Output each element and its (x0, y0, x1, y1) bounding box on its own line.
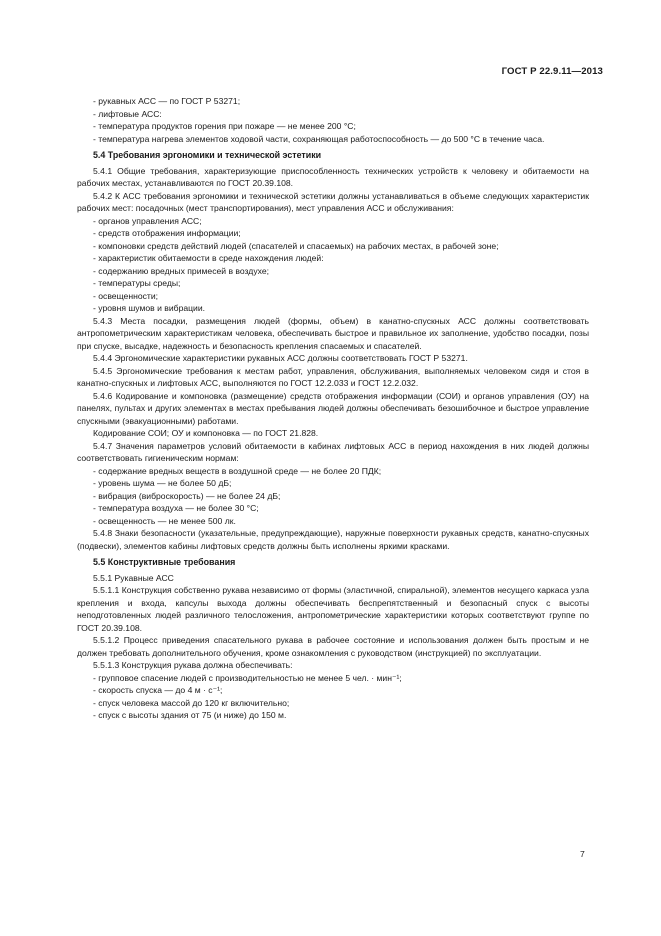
paragraph: - температура нагрева элементов ходовой части, сохраняющая работоспособность — до 500 °С в течение часа. (93, 133, 545, 144)
paragraph: 5.4.3 Места посадки, размещения людей (формы, объем) в канатно-спускных АСС должны соответствовать антропометрическим характеристикам человека, обеспечивать быстрое и правильное их заполнение, удобство посадки, позы при спуске, высадке, надежность и безопасность крепления спасаемых и спасателей. (77, 315, 589, 351)
paragraph: - средств отображения информации; (93, 228, 241, 238)
document-header-code: ГОСТ Р 22.9.11—2013 (501, 66, 603, 77)
paragraph: 5.4.8 Знаки безопасности (указательные, предупреждающие), наружные поверхности рукавных средств, канатно-спускных (подвески), элементов кабины лифтовых средств должны быть исполнены яркими красками. (77, 528, 589, 551)
paragraph: 5.4.5 Эргономические требования к местам работ, управления, обслуживания, выполняемых человеком сидя и стоя в канатно-спускных и лифтовых АСС, выполняются по ГОСТ 12.2.033 и ГОСТ 12.2.032. (77, 365, 589, 388)
paragraph: - скорость спуска — до 4 м · с⁻¹; (93, 685, 223, 695)
document-body (77, 95, 589, 722)
paragraph: 5.4.1 Общие требования, характеризующие приспособленность технических устройств к человеку и обитаемости на рабочих местах, устанавливаются по ГОСТ 20.39.108. (77, 165, 589, 188)
paragraph: - освещенность — не менее 500 лк. (93, 515, 236, 526)
paragraph: - содержание вредных веществ в воздушной среде — не более 20 ПДК; (93, 465, 382, 476)
paragraph: 5.4.6 Кодирование и компоновка (размещение) средств отображения информации (СОИ) и органов управления (ОУ) на панелях, пультах и других элементах в местах пребывания людей должны обеспечивать безошибочное и быстрое управление спускными (эвакуационными) работами. (77, 390, 589, 426)
section-heading: 5.5 Конструктивные требования (93, 557, 236, 567)
paragraph: - спуск с высоты здания от 75 (и ниже) до 150 м. (93, 710, 287, 720)
paragraph: - вибрация (виброскорость) — не более 24 дБ; (93, 490, 281, 501)
paragraph: - компоновки средств действий людей (спасателей и спасаемых) на рабочих местах, в рабочей зоне; (93, 240, 499, 251)
paragraph: - освещенности; (93, 290, 159, 301)
paragraph: - органов управления АСС; (93, 215, 202, 226)
paragraph: 5.4.4 Эргономические характеристики рукавных АСС должны соответствовать ГОСТ Р 53271. (93, 353, 468, 363)
paragraph: - характеристик обитаемости в среде нахождения людей: (93, 253, 324, 263)
paragraph: - содержанию вредных примесей в воздухе; (93, 265, 269, 276)
paragraph: - групповое спасение людей с производительностью не менее 5 чел. · мин⁻¹; (93, 672, 402, 683)
section-heading: 5.4 Требования эргономики и технической эстетики (93, 150, 322, 160)
paragraph: - уровень шума — не более 50 дБ; (93, 478, 232, 488)
paragraph: - рукавных АСС — по ГОСТ Р 53271; (93, 96, 241, 106)
paragraph: Кодирование СОИ; ОУ и компоновка — по ГОСТ 21.828. (93, 428, 319, 438)
paragraph: - лифтовые АСС: (93, 108, 162, 119)
page-number: 7 (580, 849, 585, 859)
paragraph: 5.5.1.2 Процесс приведения спасательного рукава в рабочее состояние и использования должен быть простым и не должен требовать дополнительного обучения, кроме ознакомления с руководством (инструкцией) по эксплуатации. (77, 635, 589, 658)
paragraph: - температура воздуха — не более 30 °С; (93, 503, 259, 513)
paragraph: - уровня шумов и вибрации. (93, 303, 206, 313)
paragraph: 5.5.1 Рукавные АСС (93, 572, 174, 583)
paragraph: - температура продуктов горения при пожаре — не менее 200 °С; (93, 121, 356, 131)
paragraph: - спуск человека массой до 120 кг включительно; (93, 697, 290, 708)
paragraph: 5.4.7 Значения параметров условий обитаемости в кабинах лифтовых АСС в период нахождения в них людей должны соответствовать гигиеническим нормам: (77, 440, 589, 463)
paragraph: 5.5.1.1 Конструкция собственно рукава независимо от формы (эластичной, спиральной), элементов несущего каркаса узла крепления и входа, капсулы выхода должны обеспечивать беспрепятственный и безопасный спуск с высоты неподготовленных людей различного телосложения, антропометрические характеристики которых соответствуют группе по ГОСТ 20.39.108. (77, 585, 589, 633)
paragraph: 5.4.2 К АСС требования эргономики и технической эстетики должны устанавливаться в объеме следующих характеристик рабочих мест: посадочных (мест транспортирования), мест управления АСС и обслуживания: (77, 190, 589, 213)
paragraph: 5.5.1.3 Конструкция рукава должна обеспечивать: (93, 660, 293, 670)
paragraph: - температуры среды; (93, 278, 181, 288)
